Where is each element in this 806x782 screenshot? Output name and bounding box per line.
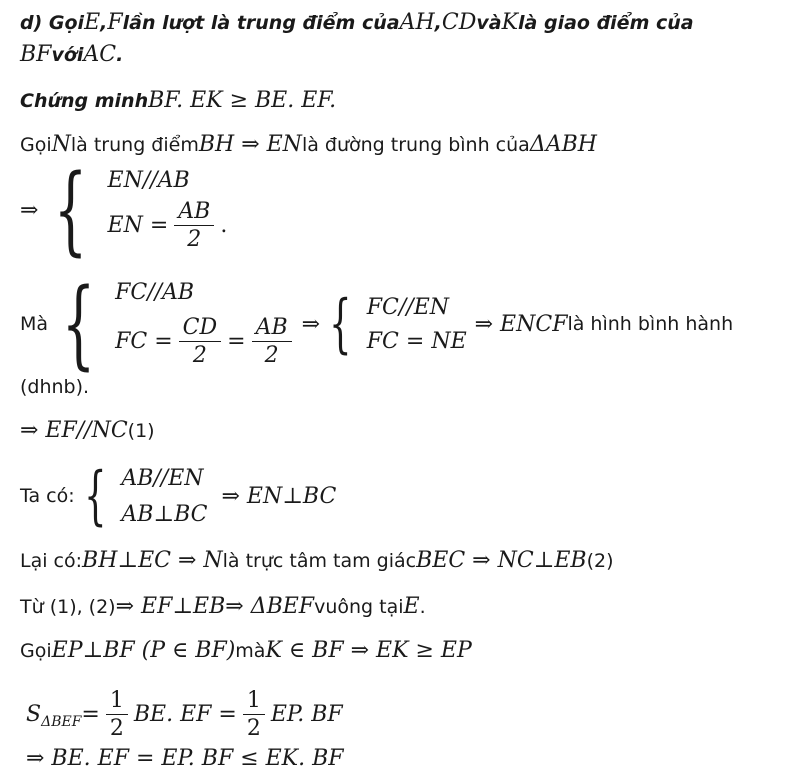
heading-text: d) Gọi: [20, 11, 85, 34]
math-expr: EP⊥BF (P ∈ BF): [51, 638, 236, 663]
line-ta-co: [20, 458, 336, 534]
math-AC: AC: [83, 42, 117, 67]
denominator: 2: [246, 715, 261, 741]
system-en: [20, 154, 228, 266]
equation-system: [48, 268, 298, 380]
equals: =: [81, 701, 100, 727]
numerator: AB: [252, 315, 292, 342]
math-row: AB//EN: [121, 465, 204, 491]
math-expr: BH ⇒ EN: [198, 132, 302, 157]
math-triangle: ΔABH: [529, 132, 597, 157]
math-expr: ⇒ EN⊥BC: [221, 483, 337, 509]
heading-text: lần lượt là trung điểm của: [122, 11, 400, 34]
math-expr: ⇒ ENCF: [474, 311, 568, 337]
system-fc: [20, 268, 734, 380]
text: là hình bình hành: [567, 313, 734, 335]
equation-system: [38, 154, 228, 266]
text: .: [419, 595, 426, 618]
prove-line: [20, 88, 336, 113]
fraction: [106, 688, 128, 741]
math-expr: BE. EF =: [133, 701, 237, 727]
math-CD: CD: [441, 10, 477, 35]
line-goi-ep: [20, 638, 472, 663]
line-final: [20, 746, 344, 771]
math-N: N: [51, 132, 71, 157]
numerator: 1: [243, 688, 265, 715]
line-dhnb: [20, 376, 89, 398]
math-expr: ⇒ EF⊥EB⇒ ΔBEF: [115, 594, 315, 619]
math-AH: AH: [399, 10, 435, 35]
math-E: E: [403, 594, 420, 619]
implies-symbol: ⇒: [20, 197, 39, 223]
fraction: [252, 315, 292, 368]
heading-text: với: [51, 43, 84, 66]
equation-tag: (2): [586, 549, 614, 572]
heading-text: và: [476, 11, 502, 34]
math-row: AB⊥BC: [121, 501, 208, 527]
left-brace: {: [83, 459, 107, 533]
math-expr: BEC ⇒ NC⊥EB: [416, 548, 587, 573]
math-expr: BH⊥EC ⇒ N: [82, 548, 223, 573]
math-row: FC =: [115, 328, 173, 354]
heading-text: là giao điểm của: [518, 11, 694, 34]
line-area: [20, 684, 343, 744]
line-lai-co: [20, 548, 614, 573]
math-expr: ⇒ EF//NC: [20, 418, 128, 443]
text: Gọi: [20, 639, 52, 662]
text: Từ (1), (2): [20, 595, 116, 618]
numerator: 1: [106, 688, 128, 715]
math-S: S: [26, 701, 42, 727]
text: mà: [235, 639, 266, 662]
denominator: 2: [187, 226, 202, 252]
denominator: 2: [192, 342, 207, 368]
math-row: FC = NE: [366, 328, 467, 354]
line-midpoint: [20, 132, 597, 157]
math-E: E: [84, 10, 101, 35]
math-row: EN =: [107, 212, 169, 238]
math-expr: K ∈ BF ⇒ EK ≥ EP: [265, 638, 472, 663]
math-F: F: [107, 10, 123, 35]
equals: =: [227, 328, 246, 354]
text: Lại có:: [20, 549, 83, 572]
text: vuông tại: [314, 595, 404, 618]
subscript: ΔBEF: [41, 714, 82, 730]
left-brace: {: [54, 154, 88, 266]
equation-system: [75, 460, 208, 532]
heading-line-1: [20, 10, 694, 35]
fraction: [179, 315, 221, 368]
fraction: [174, 199, 214, 252]
heading-line-2: [20, 42, 123, 67]
left-brace: {: [61, 268, 96, 380]
math-K: K: [501, 10, 519, 35]
line-ef-nc: [20, 418, 155, 443]
math-expr: ⇒ BE. EF = EP. BF ≤ EK. BF: [26, 746, 344, 771]
heading-text: ,: [434, 11, 442, 34]
equation-system: [320, 287, 467, 361]
heading-text: .: [116, 43, 124, 66]
fraction: [243, 688, 265, 741]
math-row: EN//AB: [107, 167, 190, 193]
line-tu: [20, 594, 426, 619]
numerator: CD: [179, 315, 221, 342]
denominator: 2: [264, 342, 279, 368]
math-expr: EP. BF: [270, 701, 343, 727]
denominator: 2: [109, 715, 124, 741]
period: .: [220, 212, 228, 238]
text: Gọi: [20, 133, 52, 156]
heading-text: ,: [100, 11, 108, 34]
math-BF: BF: [20, 42, 52, 67]
text: Mà: [20, 313, 49, 335]
left-brace: {: [329, 287, 352, 361]
numerator: AB: [174, 199, 214, 226]
prove-expr: BF. EK ≥ BE. EF.: [148, 88, 337, 113]
equation-tag: (1): [127, 419, 155, 442]
text: Ta có:: [20, 485, 75, 507]
implies-symbol: ⇒: [301, 311, 321, 337]
text: là trung điểm: [70, 133, 199, 156]
text: (dhnb).: [20, 376, 90, 398]
math-row: FC//EN: [366, 294, 450, 320]
text: là trực tâm tam giác: [222, 549, 417, 572]
text: là đường trung bình của: [301, 133, 530, 156]
math-row: FC//AB: [115, 279, 195, 305]
prove-label: Chứng minh: [20, 89, 149, 112]
